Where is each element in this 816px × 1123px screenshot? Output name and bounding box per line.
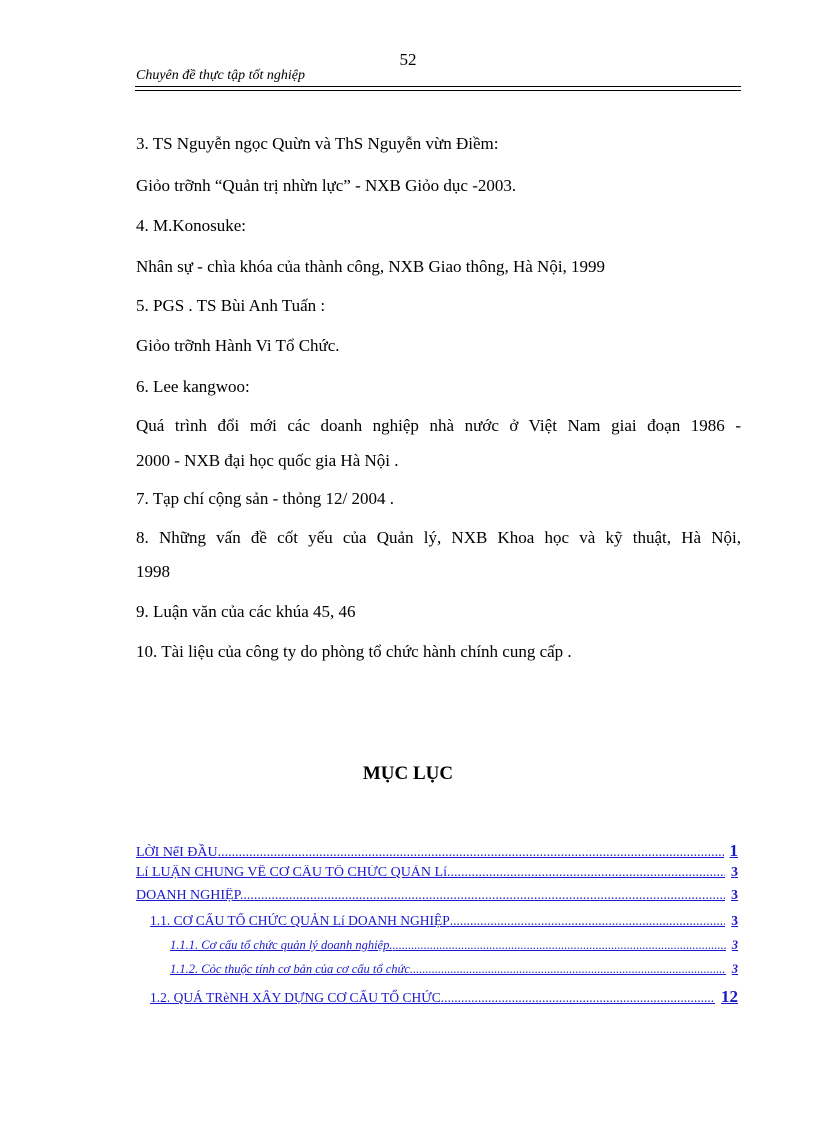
toc-entry-label: 1.1.1. Cơ cấu tổ chức quản lý doanh nghiệp.: [170, 938, 393, 952]
toc-link-chapter-1-cont[interactable]: [136, 888, 738, 904]
reference-line: 6. Lee kangwoo:: [136, 377, 250, 396]
reference-line: Quá trình đổi mới các doanh nghiệp nhà nước ở Việt Nam giai đoạn 1986 -: [136, 416, 741, 435]
toc-link-section-1-1-1[interactable]: [170, 938, 738, 953]
reference-line: 5. PGS . TS Bùi Anh Tuấn :: [136, 296, 326, 315]
toc-dot-leader: [413, 962, 726, 977]
reference-line: 8. Những vấn đề cốt yếu của Quản lý, NXB Khoa học và kỹ thuật, Hà Nội,: [136, 528, 741, 547]
toc-link-section-1-2[interactable]: [150, 987, 738, 1007]
toc-entry-page: 1: [729, 841, 738, 860]
toc-entry-label: DOANH NGHIỆP.: [136, 888, 244, 903]
toc-entry-page: 3: [731, 962, 738, 976]
page-number: 52: [399, 50, 417, 69]
reference-line: Nhân sự - chìa khóa của thành công, NXB Giao thông, Hà Nội, 1999: [136, 257, 606, 276]
toc-dot-leader: [393, 938, 726, 953]
toc-link-section-1-1-2[interactable]: [170, 962, 738, 977]
toc-title: MỤC LỤC: [362, 763, 454, 784]
toc-dot-leader: [441, 990, 715, 1006]
reference-line: 7. Tạp chí cộng sản - thỏng 12/ 2004 .: [136, 489, 394, 508]
reference-line: 3. TS Nguyễn ngọc Quừn và ThS Nguyễn vừn Điềm:: [136, 134, 499, 153]
reference-line: 1998: [136, 562, 170, 581]
reference-line: Giỏo trỡnh “Quản trị nhừn lực” - NXB Giỏo dục -2003.: [136, 176, 517, 195]
toc-dot-leader: [243, 888, 725, 904]
reference-line: 2000 - NXB đại học quốc gia Hà Nội .: [136, 451, 399, 470]
toc-entry-page: 3: [731, 938, 738, 952]
toc-dot-leader: [447, 865, 725, 881]
toc-entry-page: 3: [731, 913, 738, 928]
reference-line: 4. M.Konosuke:: [136, 216, 247, 235]
toc-entry-label: LỜI NểI ĐẦU: [136, 845, 218, 860]
toc-entry-label: 1.1.2. Cỏc thuộc tính cơ bản của cơ cấu tổ chức.: [170, 962, 414, 976]
header-rule-thin: [135, 90, 741, 91]
header-rule-thick: [135, 86, 741, 87]
document-header-title: Chuyên đề thực tập tốt nghiệp: [136, 68, 305, 83]
toc-dot-leader: [450, 913, 726, 929]
reference-line: Giỏo trỡnh Hành Vi Tổ Chức.: [136, 336, 340, 355]
toc-entry-page: 12: [721, 987, 738, 1006]
reference-line: 9. Luận văn của các khúa 45, 46: [136, 602, 356, 621]
toc-link-intro[interactable]: [136, 841, 738, 861]
toc-link-section-1-1[interactable]: [150, 913, 738, 929]
toc-entry-label: Lí LUẬN CHUNG VỀ CƠ CẤU TỔ CHỨC QUẢN Lí: [136, 865, 447, 880]
toc-entry-page: 3: [731, 865, 738, 880]
toc-dot-leader: [218, 845, 724, 861]
toc-link-chapter-1[interactable]: [136, 865, 738, 881]
toc-entry-label: 1.1. CƠ CẤU TỔ CHỨC QUẢN Lí DOANH NGHIỆP: [150, 913, 450, 928]
reference-line: 10. Tài liệu của công ty do phòng tổ chức hành chính cung cấp .: [136, 642, 572, 661]
toc-entry-label: 1.2. QUÁ TRèNH XÂY DỰNG CƠ CẤU TỔ CHỨC: [150, 990, 441, 1005]
toc-entry-page: 3: [731, 888, 738, 903]
